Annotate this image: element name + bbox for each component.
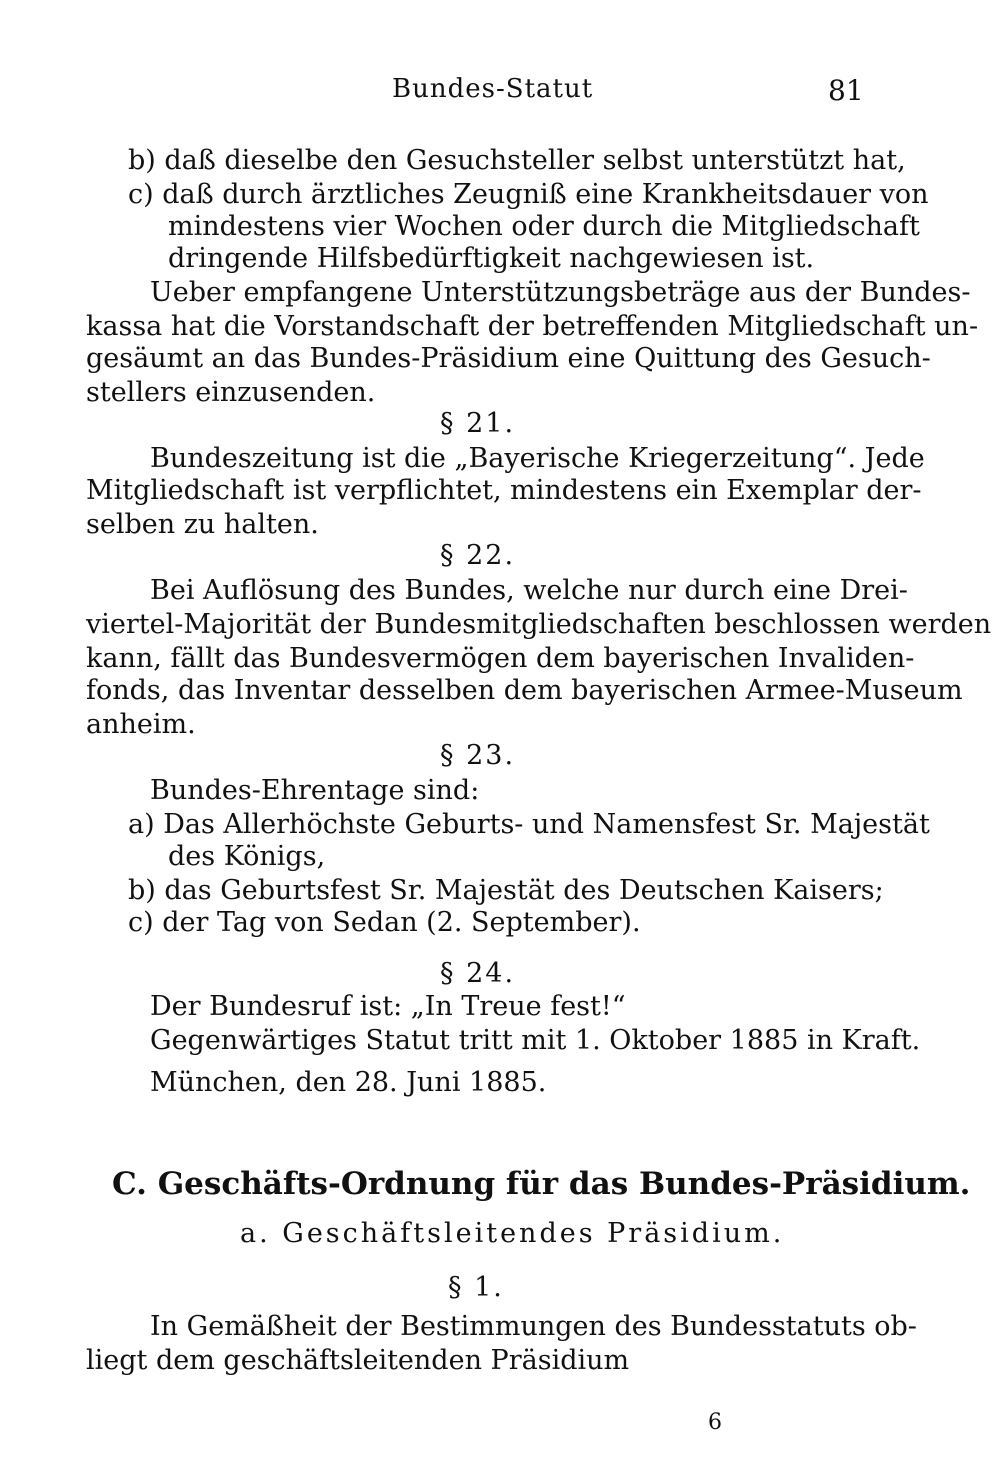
text-line: dringende Hilfsbedürftigkeit nachgewiesen ist. xyxy=(168,243,815,274)
section-mark: § 24. xyxy=(440,958,516,989)
signature-mark: 6 xyxy=(708,1410,722,1435)
text-line: kassa hat die Vorstandschaft der betreffenden Mitgliedschaft un- xyxy=(86,311,979,342)
part-heading: C. Geschäfts-Ordnung für das Bundes-Präsidium. xyxy=(112,1166,971,1202)
text-line: viertel-Majorität der Bundesmitgliedschaften beschlossen werden xyxy=(86,609,992,640)
text-line: Bundeszeitung ist die „Bayerische Kriegerzeitung“. Jede xyxy=(150,443,925,474)
part-subheading: a. Geschäftsleitendes Präsidium. xyxy=(240,1218,785,1249)
running-header-title: Bundes-Statut xyxy=(392,74,594,104)
text-line: mindestens vier Wochen oder durch die Mitgliedschaft xyxy=(168,211,920,242)
text-line: Bei Auflösung des Bundes, welche nur durch eine Drei- xyxy=(150,575,908,606)
section-mark: § 21. xyxy=(440,408,516,439)
text-line: b) das Geburtsfest Sr. Majestät des Deutschen Kaisers; xyxy=(128,875,884,906)
section-mark: § 23. xyxy=(440,740,516,771)
text-line: Ueber empfangene Unterstützungsbeträge aus der Bundes- xyxy=(150,277,971,308)
section-mark: § 1. xyxy=(448,1272,504,1303)
text-line: stellers einzusenden. xyxy=(86,377,376,408)
text-line: kann, fällt das Bundesvermögen dem bayerischen Invaliden- xyxy=(86,643,915,674)
text-line: Der Bundesruf ist: „In Treue fest!“ xyxy=(150,991,626,1022)
text-line: In Gemäßheit der Bestimmungen des Bundesstatuts ob- xyxy=(150,1311,917,1342)
text-line: fonds, das Inventar desselben dem bayerischen Armee-Museum xyxy=(86,675,963,706)
text-line: liegt dem geschäftsleitenden Präsidium xyxy=(86,1345,630,1376)
section-mark: § 22. xyxy=(440,540,516,571)
text-line: b) daß dieselbe den Gesuchsteller selbst unterstützt hat, xyxy=(128,145,906,176)
text-line: München, den 28. Juni 1885. xyxy=(150,1067,547,1098)
text-line: c) der Tag von Sedan (2. September). xyxy=(128,907,641,938)
text-line: Bundes-Ehrentage sind: xyxy=(150,775,480,806)
text-line: gesäumt an das Bundes-Präsidium eine Quittung des Gesuch- xyxy=(86,343,931,374)
text-line: c) daß durch ärztliches Zeugniß eine Krankheitsdauer von xyxy=(128,179,929,210)
text-line: Gegenwärtiges Statut tritt mit 1. Oktober 1885 in Kraft. xyxy=(150,1025,921,1056)
text-line: anheim. xyxy=(86,709,196,740)
text-line: des Königs, xyxy=(168,841,326,872)
text-line: selben zu halten. xyxy=(86,509,319,540)
text-line: a) Das Allerhöchste Geburts- und Namensfest Sr. Majestät xyxy=(128,809,930,840)
page-number: 81 xyxy=(828,74,864,107)
text-line: Mitgliedschaft ist verpflichtet, mindestens ein Exemplar der- xyxy=(86,475,922,506)
